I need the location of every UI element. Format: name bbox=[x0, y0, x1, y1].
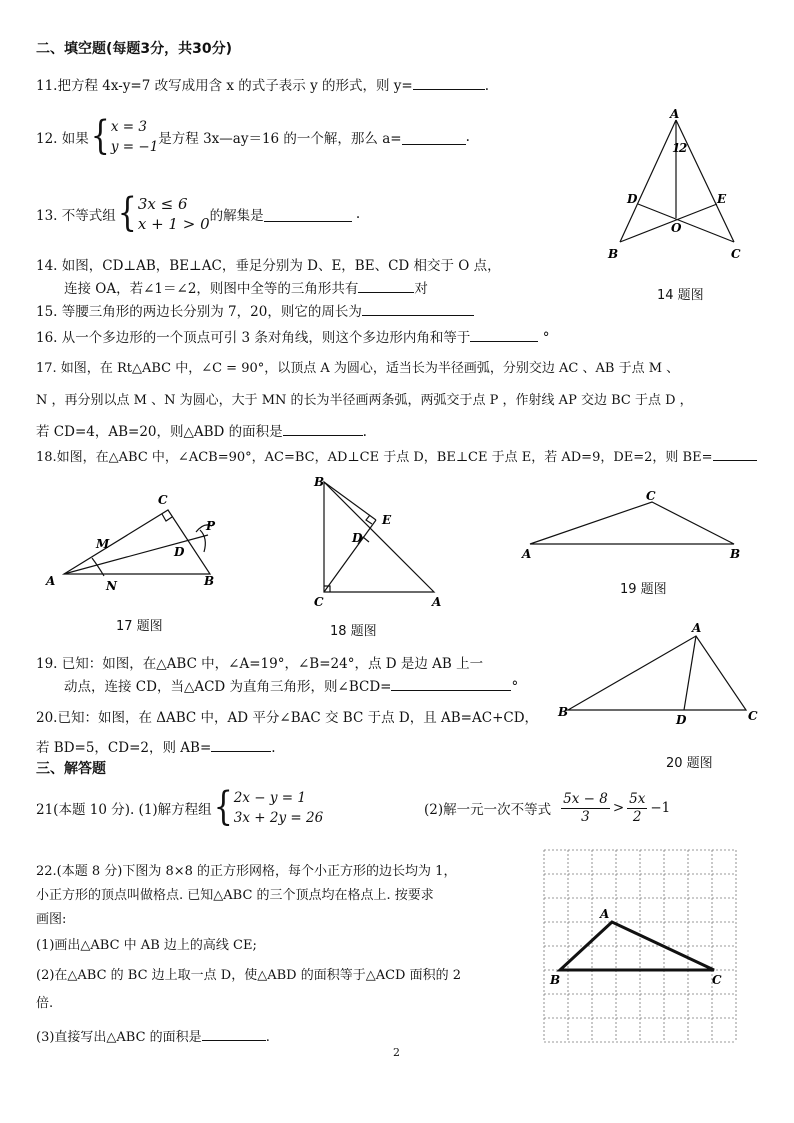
question-16 bbox=[36, 326, 549, 346]
section3-title: 三、解答题 bbox=[36, 761, 106, 777]
figure-19 bbox=[518, 488, 748, 568]
label-b: B bbox=[730, 547, 741, 561]
fraction-2 bbox=[627, 791, 647, 826]
answer-blank[interactable] bbox=[362, 301, 474, 316]
q21-tail: −1 bbox=[650, 800, 671, 816]
answer-blank[interactable] bbox=[283, 421, 363, 436]
q16-unit: ° bbox=[542, 330, 550, 346]
caption-fig18: 18 题图 bbox=[330, 624, 377, 639]
label-c: C bbox=[712, 973, 722, 987]
fraction-2-numerator: 5x bbox=[629, 790, 646, 807]
question-14-line1: 14. 如图，CD⊥AB，BE⊥AC，垂足分别为 D、E，BE、CD 相交于 O 点， bbox=[36, 258, 501, 274]
label-d: D bbox=[627, 192, 638, 206]
label-o: O bbox=[671, 221, 682, 235]
q11-text: 11.把方程 4x-y=7 改写成用含 x 的式子表示 y 的形式，则 y= bbox=[36, 78, 413, 94]
fraction-1-denominator: 3 bbox=[581, 808, 590, 825]
figure-14 bbox=[600, 107, 760, 261]
label-a: A bbox=[432, 595, 442, 609]
q12-eq1: x = 3 bbox=[110, 119, 147, 135]
question-18 bbox=[36, 446, 757, 465]
figure-17 bbox=[44, 490, 224, 600]
figure-18 bbox=[306, 474, 456, 610]
q18-text: 18.如图，在△ABC 中，∠ACB=90°，AC=BC，AD⊥CE 于点 D，BE⊥CE 于点 E，若 AD=9，DE=2，则 BE= bbox=[36, 450, 713, 465]
question-14-line2 bbox=[64, 277, 428, 297]
caption-fig20: 20 题图 bbox=[666, 756, 713, 771]
q14-text: 连接 OA，若∠1＝∠2，则图中全等的三角形共有 bbox=[64, 281, 359, 297]
label-a: A bbox=[670, 107, 680, 121]
q21-system bbox=[234, 788, 323, 828]
caption-fig19: 19 题图 bbox=[620, 582, 667, 597]
left-brace: { bbox=[117, 190, 137, 237]
label-d: D bbox=[352, 531, 363, 545]
q19-text: 动点，连接 CD，当△ACD 为直角三角形，则∠BCD= bbox=[64, 679, 392, 695]
answer-blank[interactable] bbox=[202, 1026, 266, 1041]
label-b: B bbox=[608, 247, 619, 261]
q20-end: . bbox=[271, 740, 276, 756]
label-d: D bbox=[174, 545, 185, 559]
q13-suffix: 的解集是 bbox=[209, 208, 264, 224]
q13-system bbox=[138, 194, 210, 234]
q15-text: 15. 等腰三角形的两边长分别为 7，20，则它的周长为 bbox=[36, 304, 362, 320]
question-22-part2: (2)在△ABC 的 BC 边上取一点 D，使△ABD 的面积等于△ACD 面积的 2 bbox=[36, 968, 462, 983]
q19-unit: ° bbox=[511, 679, 519, 695]
question-20-line1: 20.已知：如图，在 ΔABC 中，AD 平分∠BAC 交 BC 于点 D，且 AB=AC+CD， bbox=[36, 710, 539, 726]
q12-prefix: 12. 如果 bbox=[36, 131, 89, 147]
label-a: A bbox=[46, 574, 56, 588]
q17-text: 若 CD=4，AB=20，则△ABD 的面积是 bbox=[36, 424, 283, 440]
q21-part2-text: (2)解一元一次不等式 bbox=[424, 802, 552, 818]
q14-unit: 对 bbox=[414, 281, 428, 297]
q13-prefix: 13. 不等式组 bbox=[36, 208, 116, 224]
q22-p3-text: (3)直接写出△ABC 的面积是 bbox=[36, 1030, 202, 1045]
label-b: B bbox=[204, 574, 215, 588]
grid-figure-22 bbox=[538, 848, 754, 1048]
label-n: N bbox=[106, 579, 117, 593]
question-12: 12. 如果 { x = 3 y = −1 是方程 3x—ay＝16 的一个解，那么 a= . bbox=[36, 113, 470, 160]
question-22-part1: (1)画出△ABC 中 AB 边上的高线 CE; bbox=[36, 938, 257, 953]
question-17-line1: 17. 如图，在 Rt△ABC 中，∠C = 90°，以顶点 A 为圆心，适当长为半径画弧，分别交边 AC 、AB 于点 M 、 bbox=[36, 361, 680, 376]
answer-blank[interactable] bbox=[470, 327, 538, 342]
q21-operator: > bbox=[612, 800, 625, 816]
question-21-part1 bbox=[36, 784, 323, 832]
label-c: C bbox=[748, 709, 758, 723]
question-17-line2: N ，再分别以点 M 、N 为圆心，大于 MN 的长为半径画两条弧，两弧交于点 P ，作射线 AP 交边 BC 于点 D ， bbox=[36, 393, 693, 408]
q21-eq2: 3x + 2y = 26 bbox=[233, 810, 324, 826]
question-22-line2: 小正方形的顶点叫做格点. 已知△ABC 的三个顶点均在格点上. 按要求 bbox=[36, 888, 434, 903]
figure-20 bbox=[556, 618, 766, 730]
label-1: 1 bbox=[672, 141, 681, 155]
answer-blank[interactable] bbox=[391, 676, 511, 691]
answer-blank[interactable] bbox=[358, 278, 414, 293]
label-p: P bbox=[206, 519, 216, 533]
question-15 bbox=[36, 300, 474, 320]
label-c: C bbox=[314, 595, 324, 609]
label-c: C bbox=[158, 493, 168, 507]
q12-eq2: y = −1 bbox=[110, 139, 159, 155]
fraction-2-denominator: 2 bbox=[632, 808, 642, 825]
answer-blank[interactable] bbox=[264, 207, 352, 222]
q21-prefix: 21(本题 10 分). (1)解方程组 bbox=[36, 802, 212, 818]
page-number: 2 bbox=[393, 1046, 400, 1059]
label-a: A bbox=[600, 907, 610, 921]
q22-end: . bbox=[265, 1030, 270, 1045]
caption-fig17: 17 题图 bbox=[116, 619, 163, 634]
section2-title: 二、填空题(每题3分，共30分) bbox=[36, 41, 233, 57]
label-d: D bbox=[676, 713, 687, 727]
question-19-line1: 19. 已知：如图，在△ABC 中，∠A=19°，∠B=24°，点 D 是边 AB 上一 bbox=[36, 656, 484, 672]
question-22-line1: 22.(本题 8 分)下图为 8×8 的正方形网格，每个小正方形的边长均为 1， bbox=[36, 864, 457, 879]
q12-system bbox=[111, 117, 158, 157]
label-a: A bbox=[522, 547, 532, 561]
label-a: A bbox=[692, 621, 702, 635]
question-22-part2-cont: 倍. bbox=[36, 996, 54, 1011]
answer-blank[interactable] bbox=[402, 130, 466, 145]
question-22-line3: 画图: bbox=[36, 912, 67, 927]
question-11: 11.把方程 4x-y=7 改写成用含 x 的式子表示 y 的形式，则 y= . bbox=[36, 74, 489, 94]
label-c: C bbox=[646, 489, 656, 503]
q16-text: 16. 从一个多边形的一个顶点可引 3 条对角线，则这个多边形内角和等于 bbox=[36, 330, 471, 346]
label-b: B bbox=[550, 973, 561, 987]
fraction-1 bbox=[561, 791, 610, 826]
question-20-line2 bbox=[36, 736, 276, 756]
label-e: E bbox=[382, 513, 392, 527]
q13-ineq2: x + 1 > 0 bbox=[137, 215, 210, 233]
question-19-line2 bbox=[64, 675, 518, 695]
question-21-part2 bbox=[424, 784, 670, 832]
caption-fig14: 14 题图 bbox=[657, 288, 704, 303]
q21-eq1: 2x − y = 1 bbox=[233, 790, 306, 806]
fraction-1-numerator: 5x − 8 bbox=[563, 790, 608, 807]
label-b: B bbox=[314, 475, 325, 489]
question-17-line3: 若 CD=4，AB=20，则△ABD 的面积是 . bbox=[36, 420, 367, 440]
question-22-part3 bbox=[36, 1026, 270, 1045]
left-brace: { bbox=[90, 113, 110, 160]
answer-blank[interactable] bbox=[413, 75, 485, 90]
label-m: M bbox=[96, 537, 110, 551]
label-c: C bbox=[731, 247, 741, 261]
label-2: 2 bbox=[679, 141, 688, 155]
q13-ineq1: 3x ≤ 6 bbox=[137, 195, 188, 213]
left-brace: { bbox=[213, 784, 233, 831]
q20-text: 若 BD=5，CD=2，则 AB= bbox=[36, 740, 212, 756]
label-e: E bbox=[717, 192, 727, 206]
answer-blank[interactable] bbox=[713, 446, 757, 461]
label-b: B bbox=[558, 705, 569, 719]
q12-suffix: 是方程 3x—ay＝16 的一个解，那么 a= bbox=[158, 131, 402, 147]
answer-blank[interactable] bbox=[211, 737, 271, 752]
question-13: 13. 不等式组 { 3x ≤ 6 x + 1 > 0 的解集是 . bbox=[36, 190, 361, 237]
